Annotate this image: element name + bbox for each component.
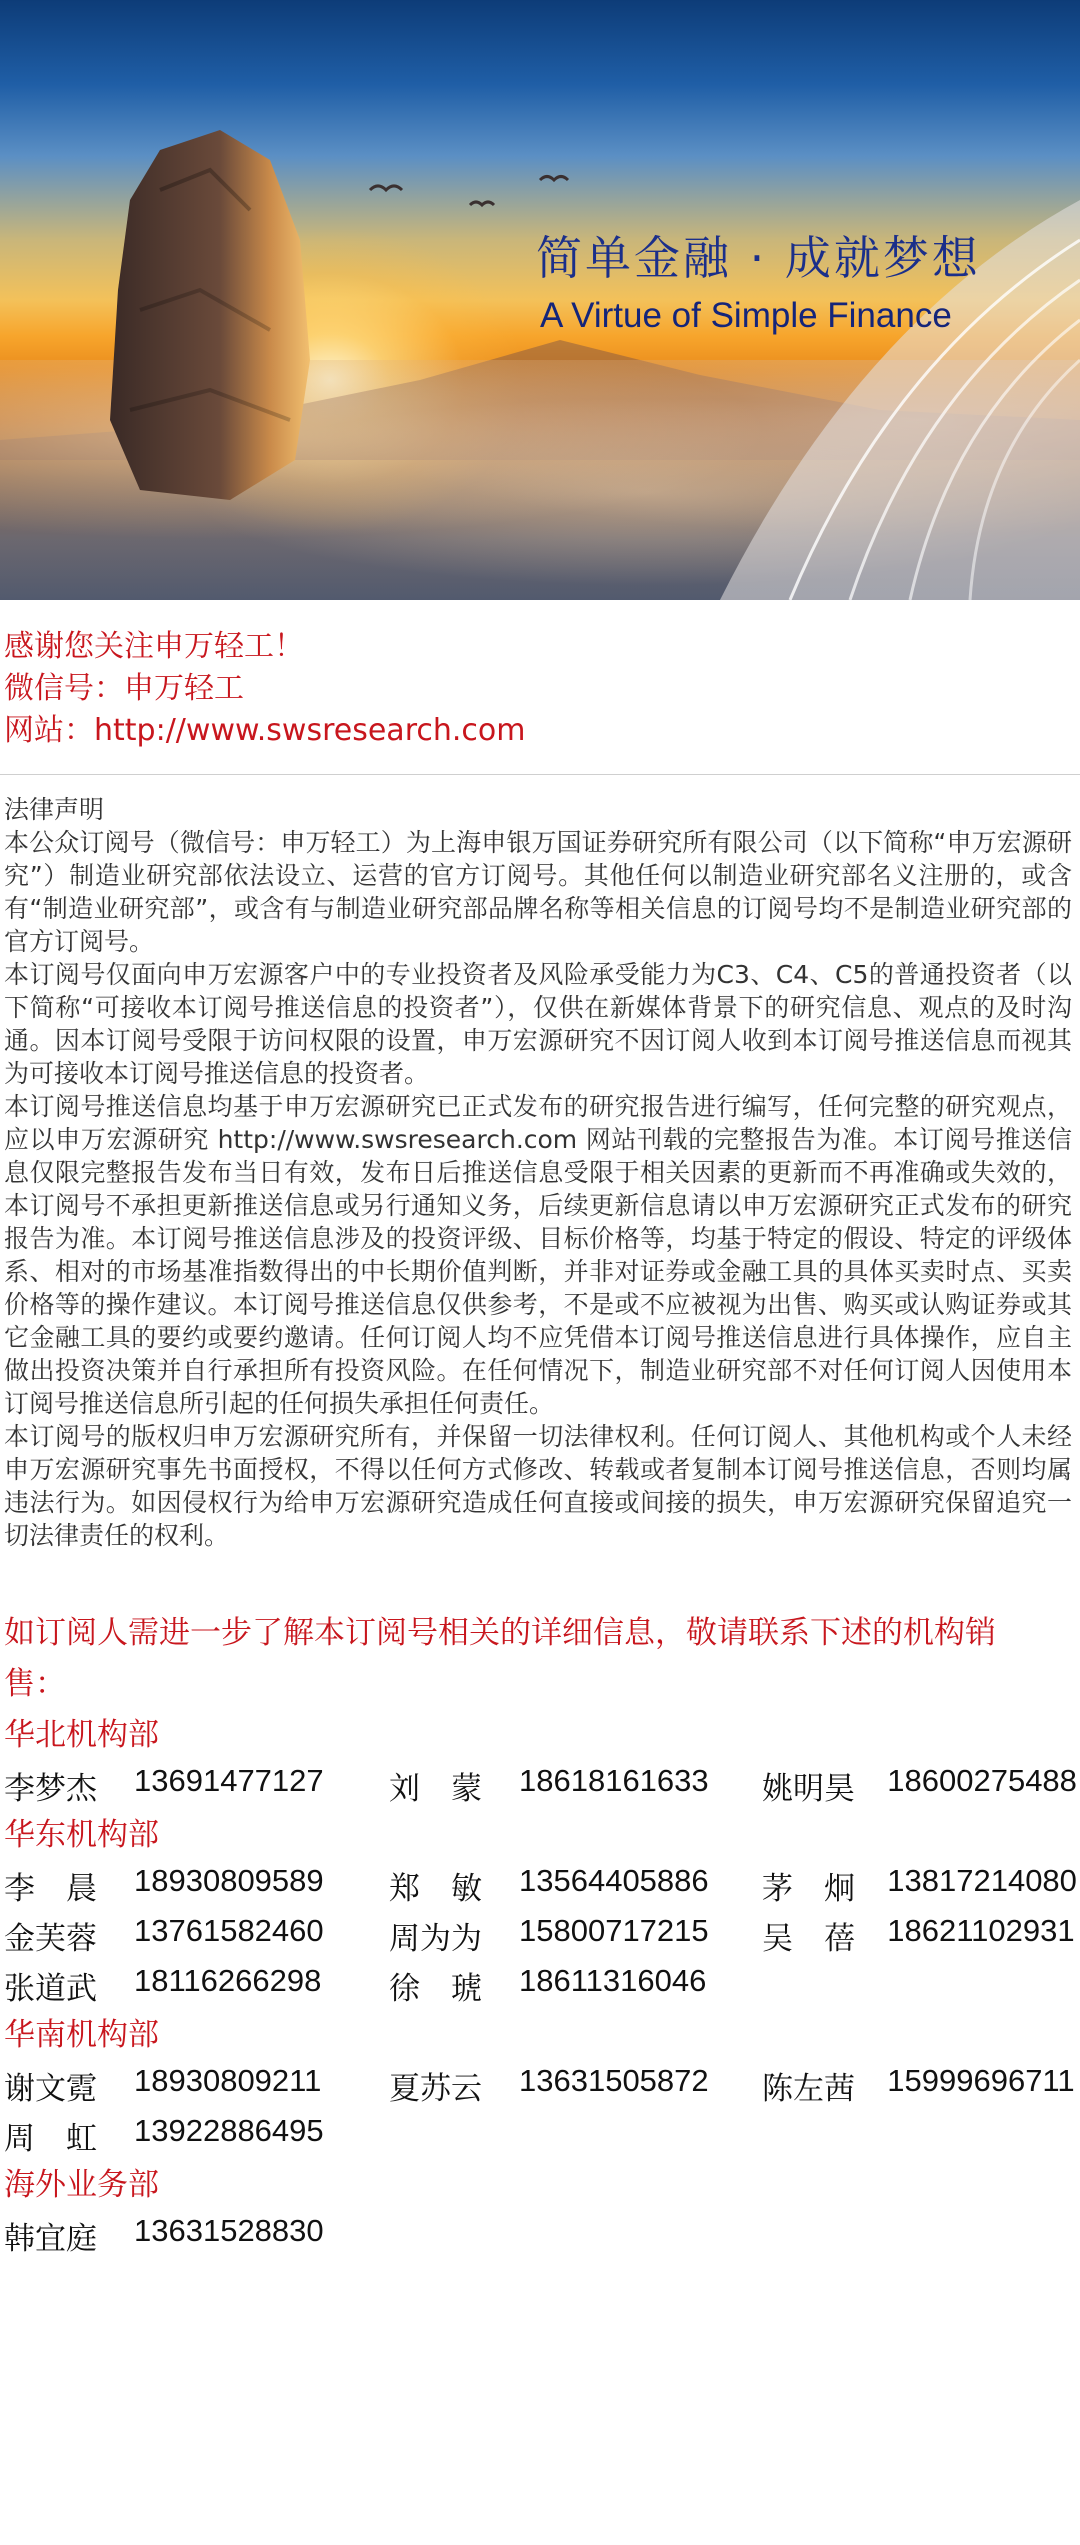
region-title: 海外业务部 — [4, 2167, 159, 2203]
wechat-id: 微信号：申万轻工 — [4, 671, 244, 706]
contact-phone[interactable]: 18600275488 — [887, 1762, 1077, 1798]
contact-row — [4, 1860, 1080, 1910]
contact-phone[interactable]: 13761582460 — [134, 1912, 324, 1948]
contact-name: 韩宜庭 — [4, 2220, 97, 2257]
contact-entry — [4, 2063, 389, 2108]
legal-paragraph: 本公众订阅号（微信号：申万轻工）为上海申银万国证券研究所有限公司（以下简称“申万宏源研究”）制造业研究部依法设立、运营的官方订阅号。其他任何以制造业研究部名义注册的，或含有“制造业研究部”，或含有与制造业研究部品牌名称等相关信息的订阅号均不是制造业研究部的官方订阅号。 — [4, 828, 1072, 956]
contact-entry — [762, 1863, 1080, 1908]
contact-entry — [389, 1963, 762, 2008]
region-title: 华南机构部 — [4, 2017, 159, 2053]
website-link[interactable]: 网站：http://www.swsresearch.com — [4, 713, 526, 748]
contact-name: 姚明昊 — [762, 1770, 855, 1807]
contact-row — [4, 1760, 1080, 1810]
contact-name: 吴 蓓 — [762, 1920, 855, 1957]
legal-statement — [0, 775, 1080, 1552]
contact-phone[interactable]: 13631528830 — [134, 2212, 324, 2248]
contact-phone[interactable]: 13631505872 — [519, 2062, 709, 2098]
contact-row — [4, 2210, 1080, 2260]
contact-entry — [4, 2213, 389, 2258]
thanks-line: 感谢您关注申万轻工！ — [4, 629, 304, 664]
contacts-section — [0, 1552, 1080, 2260]
contact-phone[interactable]: 15800717215 — [519, 1912, 709, 1948]
contact-name: 茅 炯 — [762, 1870, 855, 1907]
contact-row — [4, 1960, 1080, 2010]
region-title: 华东机构部 — [4, 1817, 159, 1853]
rock-icon — [100, 130, 330, 510]
contact-entry — [4, 1763, 389, 1808]
contact-name: 周为为 — [389, 1920, 482, 1957]
contact-entry — [389, 1763, 762, 1808]
contact-name: 李梦杰 — [4, 1770, 97, 1807]
contact-name: 金芙蓉 — [4, 1920, 97, 1957]
contact-name: 陈左茜 — [762, 2070, 855, 2107]
contact-row — [4, 2110, 1080, 2160]
contact-phone[interactable]: 18621102931 — [887, 1912, 1075, 1948]
banner-subtitle: A Virtue of Simple Finance — [540, 296, 952, 335]
contact-entry — [762, 1913, 1080, 1958]
contact-phone[interactable]: 18618161633 — [519, 1762, 709, 1798]
region-title: 华北机构部 — [4, 1717, 159, 1753]
contacts-intro: 如订阅人需进一步了解本订阅号相关的详细信息，敬请联系下述的机构销售： — [4, 1615, 996, 1702]
contact-phone[interactable]: 15999696711 — [887, 2062, 1075, 2098]
legal-paragraph: 本订阅号的版权归申万宏源研究所有，并保留一切法律权利。任何订阅人、其他机构或个人未经申万宏源研究事先书面授权，不得以任何方式修改、转载或者复制本订阅号推送信息，否则均属违法行为。如因侵权行为给申万宏源研究造成任何直接或间接的损失，申万宏源研究保留追究一切法律责任的权利。 — [4, 1422, 1072, 1550]
contact-phone[interactable]: 13922886495 — [134, 2112, 324, 2148]
banner-image — [0, 0, 1080, 600]
contact-phone[interactable]: 18930809589 — [134, 1862, 324, 1898]
legal-paragraph: 本订阅号推送信息均基于申万宏源研究已正式发布的研究报告进行编写，任何完整的研究观点，应以申万宏源研究 http://www.swsresearch.com 网站刊载的完整报告为准。本订阅号推送信息仅限完整报告发布当日有效，发布日后推送信息受限于相关因素的更新而不再准确或失效的，本订阅号不承担更新推送信息或另行通知义务，后续更新信息请以申万宏源研究正式发布的研究报告为准。本订阅号推送信息涉及的投资评级、目标价格等，均基于特定的假设、特定的评级体系、相对的市场基准指数得出的中长期价值判断，并非对证券或金融工具的具体买卖时点、买卖价格等的操作建议。本订阅号推送信息仅供参考，不是或不应被视为出售、购买或认购证券或其它金融工具的要约或要约邀请。任何订阅人均不应凭借本订阅号推送信息进行具体操作，应自主做出投资决策并自行承担所有投资风险。在任何情况下，制造业研究部不对任何订阅人因使用本订阅号推送信息所引起的任何损失承担任何责任。 — [4, 1092, 1072, 1418]
contact-entry — [389, 2063, 762, 2108]
contact-phone[interactable]: 13817214080 — [887, 1862, 1077, 1898]
banner-title: 简单金融 · 成就梦想 — [536, 231, 981, 285]
contact-row — [4, 1910, 1080, 1960]
contact-entry — [4, 1863, 389, 1908]
contact-name: 李 晨 — [4, 1870, 97, 1907]
contact-name: 夏苏云 — [389, 2070, 482, 2107]
contact-name: 徐 琥 — [389, 1970, 482, 2007]
contact-name: 张道武 — [4, 1970, 97, 2007]
birds-icon — [360, 160, 620, 230]
contact-entry — [762, 1763, 1080, 1808]
contact-name: 谢文霓 — [4, 2070, 97, 2107]
contact-phone[interactable]: 18930809211 — [134, 2062, 322, 2098]
contact-row — [4, 2060, 1080, 2110]
contact-phone[interactable]: 13564405886 — [519, 1862, 709, 1898]
contact-phone[interactable]: 18116266298 — [134, 1962, 322, 1998]
contact-name: 周 虹 — [4, 2120, 97, 2157]
contact-entry — [4, 1913, 389, 1958]
legal-title: 法律声明 — [4, 795, 105, 824]
contact-phone[interactable]: 18611316046 — [519, 1962, 707, 1998]
contact-name: 郑 敏 — [389, 1870, 482, 1907]
contact-entry — [762, 2063, 1080, 2108]
legal-paragraph: 本订阅号仅面向申万宏源客户中的专业投资者及风险承受能力为C3、C4、C5的普通投资者（以下简称“可接收本订阅号推送信息的投资者”），仅供在新媒体背景下的研究信息、观点的及时沟通。因本订阅号受限于访问权限的设置，申万宏源研究不因订阅人收到本订阅号推送信息而视其为可接收本订阅号推送信息的投资者。 — [4, 960, 1072, 1088]
contact-entry — [389, 1863, 762, 1908]
contact-entry — [389, 1913, 762, 1958]
contact-entry — [4, 1963, 389, 2008]
contact-name: 刘 蒙 — [389, 1770, 482, 1807]
thanks-section — [0, 600, 1080, 752]
contact-phone[interactable]: 13691477127 — [134, 1762, 324, 1798]
contact-entry — [4, 2113, 389, 2158]
